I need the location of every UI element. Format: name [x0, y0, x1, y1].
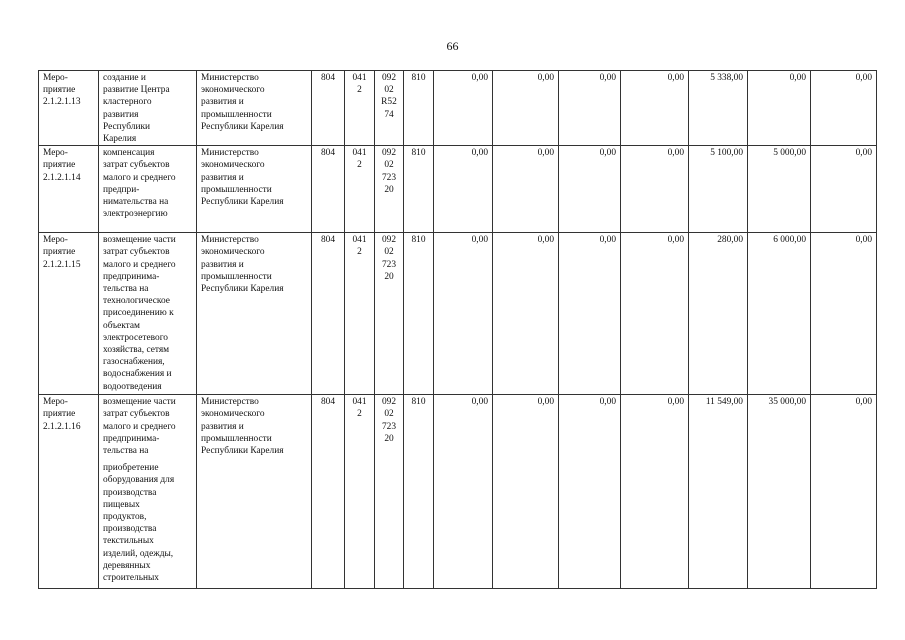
event-description-line: текстильных	[103, 536, 154, 547]
event-description-line: компенсация	[103, 148, 155, 159]
amount-cell: 35 000,00	[748, 395, 811, 589]
amount-cell: 0,00	[493, 395, 559, 589]
amount-cell: 0,00	[559, 146, 621, 233]
section-code-cell	[345, 146, 375, 233]
event-description-line: строительных	[103, 573, 159, 584]
target-article-line: 02	[384, 85, 394, 96]
executor-cell	[197, 233, 312, 395]
amount-cell: 0,00	[434, 233, 493, 395]
target-article-line: 092	[381, 73, 397, 83]
executor-line: развития и	[201, 421, 244, 432]
event-description-line: затрат субъектов	[103, 247, 170, 258]
target-article-line: 20	[384, 271, 394, 282]
budget-table	[38, 70, 877, 589]
event-description-line: газоснабжения,	[103, 357, 165, 368]
section-code-cell	[345, 395, 375, 589]
section-code-line: 2	[357, 409, 362, 420]
event-description-line: изделий, одежды,	[103, 548, 174, 559]
expense-type-cell: 810	[404, 146, 434, 233]
grbs-code-cell: 804	[312, 71, 345, 146]
target-article-line: 74	[384, 109, 394, 120]
amount-cell: 280,00	[689, 233, 748, 395]
amount-cell: 0,00	[434, 395, 493, 589]
executor-cell	[197, 146, 312, 233]
amount-cell: 5 100,00	[689, 146, 748, 233]
executor-line: экономического	[201, 409, 265, 420]
grbs-code-cell: 804	[312, 395, 345, 589]
event-description-line: Карелия	[103, 134, 137, 145]
event-description-line: предпринима-	[103, 271, 160, 282]
event-number-line: приятие	[43, 85, 76, 96]
amount-cell: 0,00	[811, 395, 877, 589]
target-article-line: 092	[381, 148, 397, 159]
event-number-line: Меро-	[43, 73, 68, 83]
amount-cell: 5 338,00	[689, 71, 748, 146]
executor-line: развития и	[201, 172, 244, 183]
event-description-line: объектам	[103, 320, 140, 331]
table-row	[39, 233, 877, 395]
executor-line: промышленности	[201, 109, 272, 120]
event-description-line: пищевых	[103, 499, 140, 510]
event-description-line: возмещение части	[103, 235, 176, 246]
executor-line: Министерство	[201, 73, 259, 83]
executor-line: промышленности	[201, 433, 272, 444]
expense-type-cell: 810	[404, 233, 434, 395]
amount-cell: 0,00	[621, 146, 689, 233]
target-article-line: 723	[381, 259, 397, 270]
event-description-line: продуктов,	[103, 512, 147, 523]
amount-cell: 11 549,00	[689, 395, 748, 589]
target-article-cell	[375, 146, 404, 233]
event-number-cell	[39, 233, 99, 395]
executor-line: промышленности	[201, 271, 272, 282]
section-code-line: 2	[357, 160, 362, 171]
event-number-line: приятие	[43, 160, 76, 171]
grbs-code-cell: 804	[312, 146, 345, 233]
executor-line: Республики Карелия	[201, 121, 284, 132]
target-article-line: 723	[381, 172, 397, 183]
event-description-line: затрат субъектов	[103, 409, 170, 420]
event-description-line: развития	[103, 109, 139, 120]
event-description-line: присоединению к	[103, 308, 174, 319]
amount-cell: 0,00	[811, 71, 877, 146]
target-article-cell	[375, 395, 404, 589]
event-description-line: электроэнергию	[103, 209, 168, 220]
event-number-line: приятие	[43, 247, 76, 258]
table-row	[39, 395, 877, 589]
event-number-line: 2.1.2.1.16	[43, 421, 81, 432]
table-row	[39, 71, 877, 146]
executor-line: развития и	[201, 259, 244, 270]
event-description-line: тельства на	[103, 284, 149, 295]
target-article-line: 20	[384, 433, 394, 444]
target-article-cell	[375, 71, 404, 146]
event-description-line: электросетевого	[103, 332, 168, 343]
amount-cell: 6 000,00	[748, 233, 811, 395]
event-description-line: возмещение части	[103, 397, 176, 408]
amount-cell: 0,00	[559, 71, 621, 146]
event-description-cell	[99, 146, 197, 233]
executor-line: экономического	[201, 85, 265, 96]
section-code-line: 041	[352, 73, 367, 83]
event-description-line: технологическое	[103, 296, 170, 307]
target-article-line: 02	[384, 409, 394, 420]
table-row	[39, 146, 877, 233]
amount-cell: 0,00	[811, 146, 877, 233]
section-code-line: 2	[357, 247, 362, 258]
amount-cell: 0,00	[621, 71, 689, 146]
amount-cell: 0,00	[559, 395, 621, 589]
target-article-line: 02	[384, 160, 394, 171]
event-description-line: приобретение	[103, 463, 159, 474]
section-code-line: 041	[352, 397, 367, 408]
target-article-line: 20	[384, 184, 394, 195]
executor-cell	[197, 71, 312, 146]
amount-cell: 0,00	[493, 71, 559, 146]
event-description-line: малого и среднего	[103, 259, 176, 270]
event-description-line: затрат субъектов	[103, 160, 170, 171]
event-description-line: малого и среднего	[103, 421, 176, 432]
event-description-line: создание и	[103, 73, 146, 83]
event-number-cell	[39, 146, 99, 233]
target-article-line: 092	[381, 235, 397, 246]
event-number-line: 2.1.2.1.13	[43, 97, 81, 108]
event-description-line: производства	[103, 524, 157, 535]
expense-type-cell: 810	[404, 395, 434, 589]
event-description-line: деревянных	[103, 560, 151, 571]
event-description-line: малого и среднего	[103, 172, 176, 183]
amount-cell: 0,00	[621, 395, 689, 589]
event-description-cell	[99, 71, 197, 146]
target-article-cell	[375, 233, 404, 395]
amount-cell: 0,00	[493, 233, 559, 395]
event-description-line: нимательства на	[103, 197, 169, 208]
event-number-line: приятие	[43, 409, 76, 420]
event-description-line: развитие Центра	[103, 85, 170, 96]
event-description-line: кластерного	[103, 97, 152, 108]
event-description-line: хозяйства, сетям	[103, 345, 170, 356]
event-description-line: водоотведения	[103, 381, 162, 392]
section-code-line: 2	[357, 85, 362, 96]
amount-cell: 0,00	[811, 233, 877, 395]
event-number-line: Меро-	[43, 235, 68, 246]
event-description-line: Республики	[103, 121, 151, 132]
event-description-line: производства	[103, 487, 157, 498]
grbs-code-cell: 804	[312, 233, 345, 395]
expense-type-cell: 810	[404, 71, 434, 146]
event-number-line: 2.1.2.1.14	[43, 172, 81, 183]
target-article-line: R52	[381, 97, 397, 108]
event-description-cell	[99, 395, 197, 589]
executor-line: развития и	[201, 97, 244, 108]
executor-line: Министерство	[201, 397, 259, 408]
event-description-line: предпринима-	[103, 433, 160, 444]
executor-line: Республики Карелия	[201, 446, 284, 457]
amount-cell: 0,00	[559, 233, 621, 395]
executor-cell	[197, 395, 312, 589]
target-article-line: 092	[381, 397, 397, 408]
target-article-line: 723	[381, 421, 397, 432]
event-number-line: Меро-	[43, 148, 68, 159]
amount-cell: 5 000,00	[748, 146, 811, 233]
event-description-line: оборудования для	[103, 475, 175, 486]
section-code-cell	[345, 71, 375, 146]
amount-cell: 0,00	[434, 71, 493, 146]
executor-line: экономического	[201, 160, 265, 171]
amount-cell: 0,00	[434, 146, 493, 233]
executor-line: Министерство	[201, 235, 259, 246]
executor-line: экономического	[201, 247, 265, 258]
event-number-line: Меро-	[43, 397, 68, 408]
event-description-line: тельства на	[103, 446, 149, 457]
event-description-line: предпри-	[103, 184, 140, 195]
executor-line: Республики Карелия	[201, 284, 284, 295]
amount-cell: 0,00	[493, 146, 559, 233]
event-description-line: водоснабжения и	[103, 369, 172, 380]
executor-line: Министерство	[201, 148, 259, 159]
event-number-line: 2.1.2.1.15	[43, 259, 81, 270]
executor-line: промышленности	[201, 184, 272, 195]
section-code-line: 041	[352, 235, 367, 246]
amount-cell: 0,00	[748, 71, 811, 146]
page-number: 66	[446, 39, 459, 53]
section-code-cell	[345, 233, 375, 395]
amount-cell: 0,00	[621, 233, 689, 395]
executor-line: Республики Карелия	[201, 197, 284, 208]
event-number-cell	[39, 71, 99, 146]
section-code-line: 041	[352, 148, 367, 159]
target-article-line: 02	[384, 247, 394, 258]
event-number-cell	[39, 395, 99, 589]
event-description-cell	[99, 233, 197, 395]
